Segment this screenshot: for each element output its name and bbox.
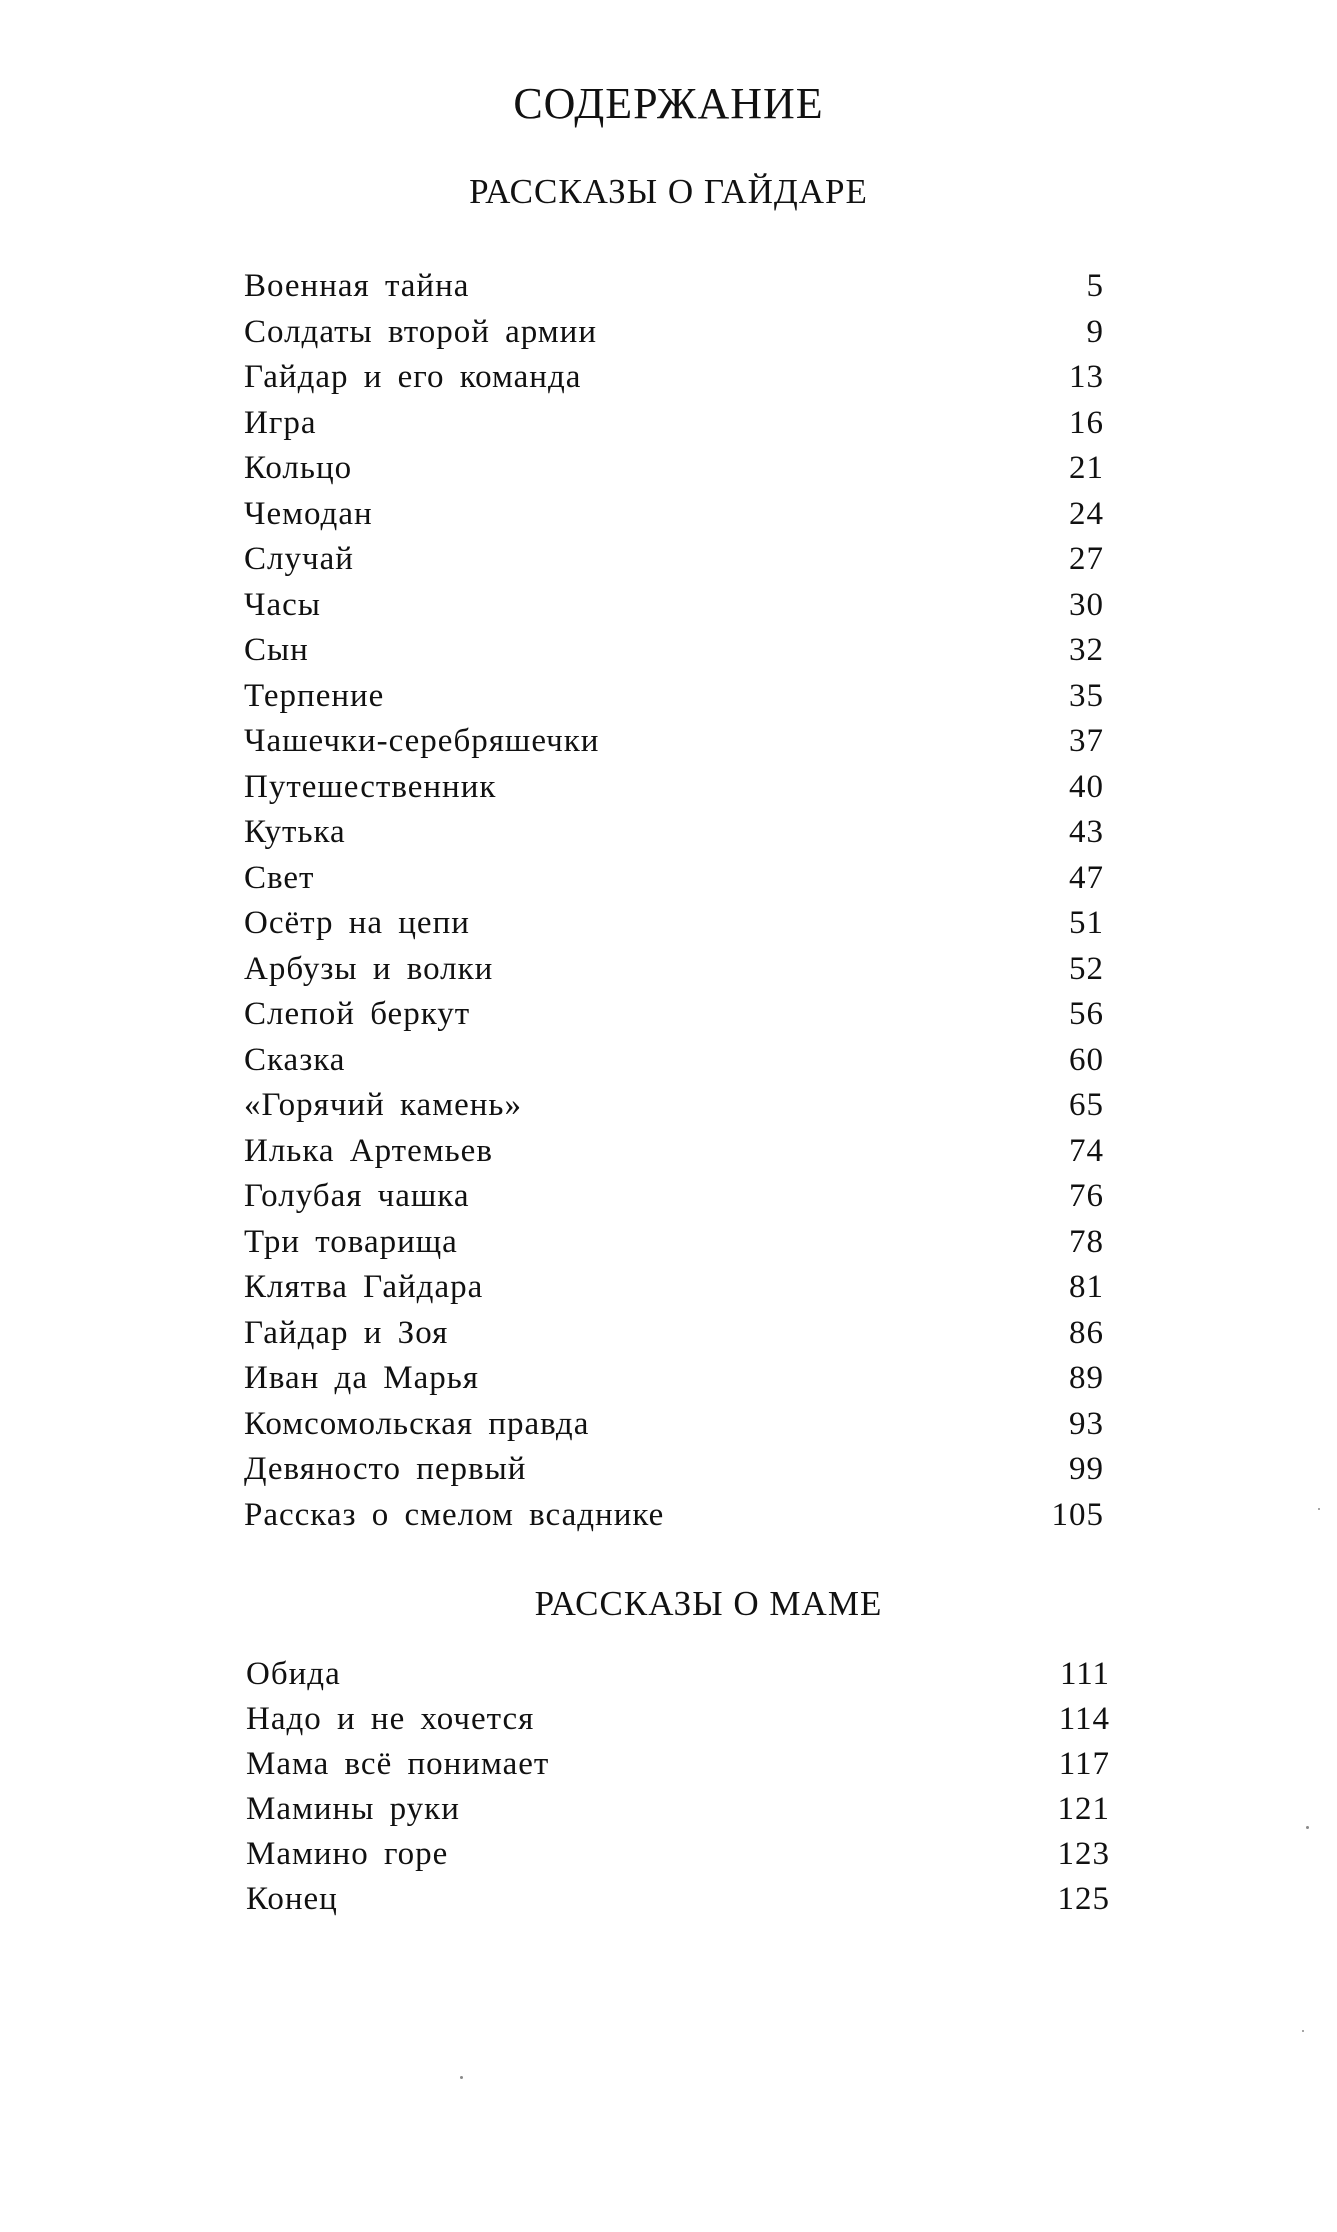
toc-entry xyxy=(244,1038,1104,1084)
toc-entry xyxy=(244,1174,1104,1220)
toc-entry-page-number: 81 xyxy=(1069,1269,1104,1306)
page-title: СОДЕРЖАНИЕ xyxy=(513,79,824,128)
toc-entry xyxy=(244,537,1104,583)
toc-entry-title: Солдаты второй армии xyxy=(244,313,597,350)
toc-entry-title: Илька Артемьев xyxy=(244,1132,493,1169)
toc-entry-title: Обида xyxy=(246,1656,341,1692)
toc-entry xyxy=(244,1356,1104,1402)
paper-speck xyxy=(1318,1508,1320,1510)
toc-entry-title: Игра xyxy=(244,404,317,441)
toc-entry xyxy=(244,719,1104,765)
toc-entry-page-number: 117 xyxy=(1058,1746,1110,1782)
toc-entry-page-number: 16 xyxy=(1069,404,1104,441)
toc-entry xyxy=(244,264,1104,310)
toc-entry-page-number: 51 xyxy=(1069,905,1104,942)
toc-entry xyxy=(244,1493,1104,1539)
toc-entry-page-number: 74 xyxy=(1069,1132,1104,1169)
toc-entry-page-number: 9 xyxy=(1086,313,1104,350)
toc-entry-page-number: 93 xyxy=(1069,1405,1104,1442)
toc-entry-page-number: 99 xyxy=(1069,1451,1104,1488)
toc-entry xyxy=(244,1220,1104,1266)
toc-entry xyxy=(244,947,1104,993)
toc-entry-title: Осётр на цепи xyxy=(244,905,470,942)
toc-entry-page-number: 37 xyxy=(1069,723,1104,760)
toc-entry-title: Гайдар и Зоя xyxy=(244,1314,449,1351)
toc-entry-page-number: 52 xyxy=(1069,950,1104,987)
toc-entry-page-number: 5 xyxy=(1086,268,1104,305)
toc-entry-page-number: 105 xyxy=(1051,1496,1104,1533)
toc-entry xyxy=(244,310,1104,356)
toc-entry xyxy=(244,1447,1104,1493)
toc-entry xyxy=(244,583,1104,629)
toc-entry xyxy=(244,1129,1104,1175)
toc-entry-title: Слепой беркут xyxy=(244,996,471,1033)
toc-entry xyxy=(244,992,1104,1038)
toc-entry-title: Военная тайна xyxy=(244,268,470,305)
toc-entry xyxy=(244,492,1104,538)
toc-entry-title: Мамино горе xyxy=(246,1836,449,1872)
toc-entry-page-number: 89 xyxy=(1069,1360,1104,1397)
toc-entry-page-number: 21 xyxy=(1069,450,1104,487)
toc-entry-title: Сын xyxy=(244,632,309,669)
toc-entry-title: Чашечки-серебряшечки xyxy=(244,723,600,760)
toc-entry-page-number: 65 xyxy=(1069,1087,1104,1124)
toc-entry xyxy=(244,765,1104,811)
toc-entry-page-number: 86 xyxy=(1069,1314,1104,1351)
toc-entry xyxy=(244,1265,1104,1311)
toc-entry-page-number: 78 xyxy=(1069,1223,1104,1260)
toc-entry-page-number: 123 xyxy=(1057,1836,1110,1872)
toc-entry-title: Случай xyxy=(244,541,354,578)
toc-entry-title: Свет xyxy=(244,859,315,896)
section-heading-gaidar: РАССКАЗЫ О ГАЙДАРЕ xyxy=(469,172,868,211)
toc-entry-page-number: 27 xyxy=(1069,541,1104,578)
toc-entry-page-number: 40 xyxy=(1069,768,1104,805)
toc-entry xyxy=(244,810,1104,856)
toc-entry-title: Рассказ о смелом всаднике xyxy=(244,1496,665,1533)
toc-entry-title: Три товарища xyxy=(244,1223,458,1260)
toc-entry-title: Арбузы и волки xyxy=(244,950,494,987)
toc-entry xyxy=(246,1877,1110,1922)
toc-entry-page-number: 76 xyxy=(1069,1178,1104,1215)
toc-entry-title: Терпение xyxy=(244,677,385,714)
toc-list-gaidar xyxy=(244,264,1104,1538)
toc-entry xyxy=(246,1787,1110,1832)
toc-entry-title: Кутька xyxy=(244,814,346,851)
toc-entry-title: Кольцо xyxy=(244,450,353,487)
toc-entry-title: Чемодан xyxy=(244,495,373,532)
toc-entry xyxy=(244,901,1104,947)
toc-entry-page-number: 121 xyxy=(1057,1791,1110,1827)
toc-entry-title: Путешественник xyxy=(244,768,497,805)
toc-entry xyxy=(244,401,1104,447)
paper-speck xyxy=(1306,1826,1309,1829)
toc-entry-page-number: 56 xyxy=(1069,996,1104,1033)
toc-list-mama xyxy=(246,1652,1110,1922)
toc-entry xyxy=(244,446,1104,492)
toc-entry-page-number: 32 xyxy=(1069,632,1104,669)
toc-entry-page-number: 125 xyxy=(1057,1881,1110,1917)
toc-entry xyxy=(244,628,1104,674)
toc-entry-title: Иван да Марья xyxy=(244,1360,479,1397)
toc-entry-title: Мама всё понимает xyxy=(246,1746,550,1782)
section-heading-mama: РАССКАЗЫ О МАМЕ xyxy=(534,1584,883,1623)
toc-entry xyxy=(246,1832,1110,1877)
toc-entry-page-number: 30 xyxy=(1069,586,1104,623)
toc-entry xyxy=(244,856,1104,902)
toc-entry-page-number: 47 xyxy=(1069,859,1104,896)
toc-entry-title: Гайдар и его команда xyxy=(244,359,582,396)
toc-entry-title: Девяносто первый xyxy=(244,1451,527,1488)
toc-entry-title: Надо и не хочется xyxy=(246,1701,535,1737)
toc-entry-title: «Горячий камень» xyxy=(244,1087,522,1124)
toc-entry-title: Сказка xyxy=(244,1041,346,1078)
toc-entry-title: Часы xyxy=(244,586,321,623)
toc-entry-page-number: 35 xyxy=(1069,677,1104,714)
toc-entry-title: Клятва Гайдара xyxy=(244,1269,484,1306)
toc-entry-page-number: 114 xyxy=(1058,1701,1110,1737)
toc-entry xyxy=(244,355,1104,401)
toc-entry-title: Голубая чашка xyxy=(244,1178,470,1215)
toc-entry-title: Конец xyxy=(246,1881,338,1917)
toc-entry xyxy=(244,1311,1104,1357)
toc-entry-page-number: 60 xyxy=(1069,1041,1104,1078)
toc-entry-page-number: 13 xyxy=(1069,359,1104,396)
toc-entry xyxy=(246,1742,1110,1787)
toc-entry xyxy=(246,1652,1110,1697)
paper-speck xyxy=(460,2076,463,2079)
toc-entry-title: Комсомольская правда xyxy=(244,1405,590,1442)
toc-entry-page-number: 43 xyxy=(1069,814,1104,851)
toc-entry-title: Мамины руки xyxy=(246,1791,460,1827)
toc-entry xyxy=(244,1083,1104,1129)
toc-entry-page-number: 111 xyxy=(1059,1656,1110,1692)
paper-speck xyxy=(1302,2030,1304,2032)
toc-entry xyxy=(244,674,1104,720)
toc-entry xyxy=(244,1402,1104,1448)
toc-entry-page-number: 24 xyxy=(1069,495,1104,532)
toc-entry xyxy=(246,1697,1110,1742)
